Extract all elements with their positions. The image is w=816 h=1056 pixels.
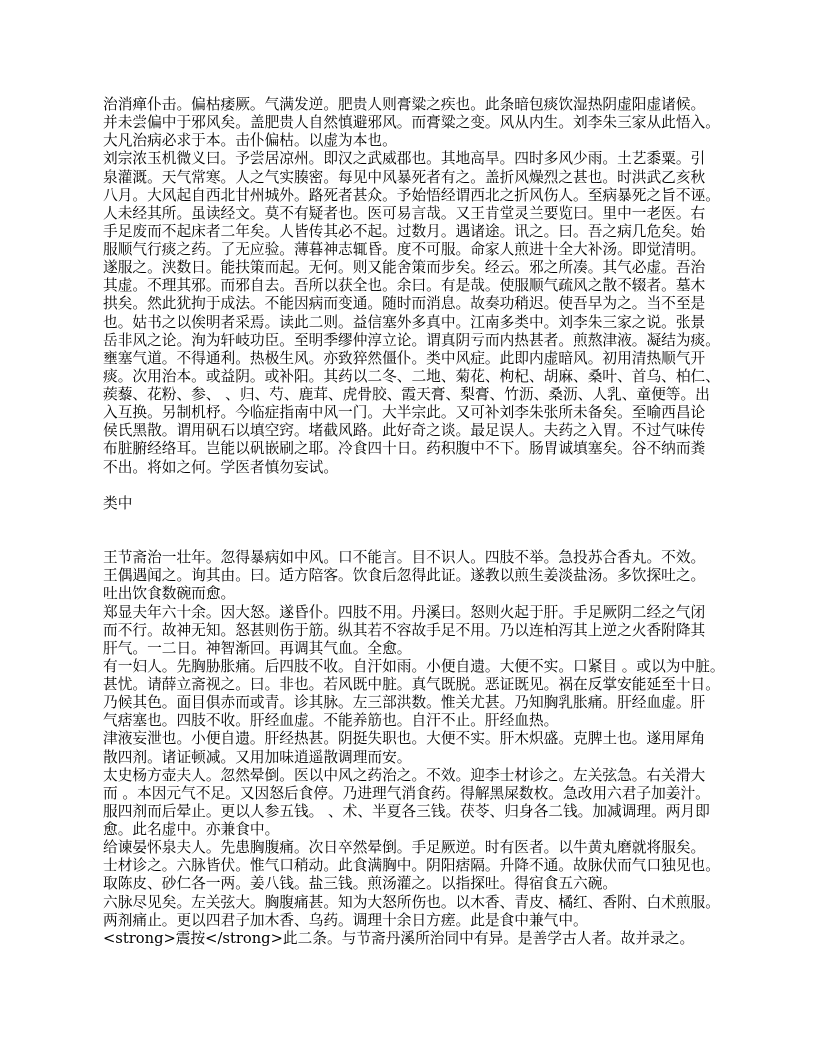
text-line: 吐出饮食数碗而愈。: [103, 585, 236, 603]
text-line: 其虚。不理其邪。而邪自去。吾所以获全也。余曰。有是哉。使服顺气疏风之散不辍者。墓木: [103, 277, 706, 295]
text-line: <strong>震按</strong>此二条。与节斋丹溪所治同中有异。是善学古人者。故并录之。: [103, 929, 695, 947]
text-line: 愈。此名虚中。亦兼食中。: [103, 821, 280, 838]
text-line: 王偶遇闻之。询其由。曰。适方陪客。饮食后忽得此证。遂教以煎生姜淡盐汤。多饮探吐之。: [103, 567, 706, 585]
text-line: 津液妄泄也。小便自遗。肝经热甚。阴挺失职也。大便不实。肝木炽盛。克脾土也。遂用犀角: [103, 730, 706, 748]
text-line: 气痞塞也。四肢不收。肝经血虚。不能养筋也。自汗不止。肝经血热。: [103, 712, 559, 730]
text-line: 遂服之。浃数日。能扶策而起。无何。则又能舍策而步矣。经云。邪之所凑。其气必虚。吾治: [103, 259, 706, 277]
text-line: 八月。大风起自西北甘州城外。路死者甚众。予始悟经谓西北之折风伤人。至病暴死之旨不诬。: [103, 186, 720, 204]
text-line: 壅塞气道。不得通利。热极生风。亦致猝然僵仆。类中风症。此即内虚暗风。初用清热顺气开: [103, 349, 706, 367]
text-line: 取陈皮、砂仁各一两。姜八钱。盐三钱。煎汤灌之。以指探吐。得宿食五六碗。: [103, 875, 618, 893]
paragraph-true-stroke-commentary: [103, 96, 721, 477]
section-heading: 类中: [103, 494, 133, 512]
text-line: 拱矣。然此犹拘于成法。不能因病而变通。随时而消息。故奏功稍迟。使吾早为之。当不至是: [103, 295, 706, 313]
text-line: 而不行。故神无知。怒甚则伤于筋。纵其若不容故手足不用。乃以连柏泻其上逆之火香附降其: [103, 621, 706, 639]
text-line: 并未尝偏中于邪风矣。盖肥贵人自然慎避邪风。而膏粱之变。风从内生。刘李朱三家从此悟入。: [103, 114, 720, 132]
text-line: 大凡治病必求于本。击仆偏枯。以虚为本也。: [103, 132, 397, 150]
text-line: 而 。本因元气不足。又因怒后食停。乃进理气消食药。得解黑屎数枚。急改用六君子加姜汁。: [103, 784, 710, 802]
text-line: 侯氏黑散。谓用矾石以填空窍。堵截风路。此好奇之谈。最足误人。夫药之入胃。不过气味传: [103, 422, 706, 440]
text-line: 手足废而不起床者二年矣。人皆传其必不起。过数月。遇诸途。讯之。曰。吾之病几危矣。始: [103, 222, 706, 240]
text-line: 岳非风之论。洵为轩岐功臣。至明季缪仲淳立论。谓真阴亏而内热甚者。煎熬津液。凝结为痰。: [103, 331, 720, 349]
text-line: 给谏晏怀泉夫人。先患胸腹痛。次日卒然晕倒。手足厥逆。时有医者。以牛黄丸磨就将服矣。: [103, 839, 706, 857]
document-content: [103, 96, 725, 948]
text-line: 治消瘅仆击。偏枯痿厥。气满发逆。肥贵人则膏粱之疾也。此条暗包痰饮湿热阴虚阳虚诸候。: [103, 96, 706, 113]
text-line: 士材诊之。六脉皆伏。惟气口稍动。此食满胸中。阴阳痞隔。升降不通。故脉伏而气口独见也。: [103, 857, 720, 875]
text-line: 郑显夫年六十余。因大怒。遂昏仆。四肢不用。丹溪曰。怒则火起于肝。手足厥阴二经之气闭: [103, 603, 706, 621]
text-line: 布脏腑经络耳。岂能以矾嵌刷之耶。冷食四十日。药积腹中不下。肠胃诚填塞矣。谷不纳而粪: [103, 440, 706, 458]
text-line: 入互换。另制机杼。今临症指南中风一门。大半宗此。又可补刘李朱张所未备矣。至喻西昌论: [103, 404, 706, 422]
text-line: 乃候其色。面目俱赤而或青。诊其脉。左三部洪数。惟关尤甚。乃知胸乳胀痛。肝经血虚。肝: [103, 694, 706, 712]
paragraph-lei-zhong-cases: [103, 549, 725, 948]
text-line: 不出。将如之何。学医者慎勿妄试。: [103, 458, 339, 476]
text-line: 两剂痛止。更以四君子加木香、乌药。调理十余日方瘥。此是食中兼气中。: [103, 911, 588, 929]
text-line: 痰。次用治本。或益阴。或补阳。其药以二冬、二地、菊花、枸杞、胡麻、桑叶、首乌、柏仁、: [103, 367, 720, 385]
text-line: 服四剂而后晕止。更以人参五钱。 、术、半夏各三钱。茯苓、归身各二钱。加减调理。两月即: [103, 802, 710, 820]
text-line: 肝气。一二日。神智渐回。再调其气血。全愈。: [103, 639, 412, 657]
text-line: 人未经其所。虽读经文。莫不有疑者也。医可易言哉。又王肯堂灵兰要览曰。里中一老医。右: [103, 204, 706, 222]
text-line: 也。姑书之以俟明者采焉。读此二则。益信塞外多真中。江南多类中。刘李朱三家之说。张景: [103, 313, 706, 331]
text-line: 服顺气行痰之药。了无应验。薄暮神志辄昏。度不可服。命家人煎进十全大补汤。即觉清明。: [103, 241, 706, 258]
text-line: 散四剂。诸证顿减。又用加味逍遥散调理而安。: [103, 748, 412, 766]
text-line: 刘宗浓玉机微义曰。予尝居凉州。即汉之武威郡也。其地高旱。四时多风少雨。土艺黍粟。引: [103, 150, 706, 168]
text-line: 王节斋治一壮年。忽得暴病如中风。口不能言。目不识人。四肢不举。急投苏合香丸。不效。: [103, 549, 706, 567]
text-line: 泉灌溉。天气常寒。人之气实腠密。每见中风暴死者有之。盖折风燥烈之甚也。时洪武乙亥秋: [103, 168, 706, 186]
text-line: 蒺藜、花粉、参、 、归、芍、鹿茸、虎骨胶、霞天膏、梨膏、竹沥、桑沥、人乳、童便等。出: [103, 386, 710, 403]
text-line: 甚忧。请薛立斋视之。曰。非也。若风既中脏。真气既脱。恶证既见。祸在反掌安能延至十日。: [103, 676, 720, 693]
text-line: 六脉尽见矣。左关弦大。胸腹痛甚。知为大怒所伤也。以木香、青皮、橘红、香附、白术煎服。: [103, 893, 720, 911]
text-line: 太史杨方壶夫人。忽然晕倒。医以中风之药治之。不效。迎李士材诊之。左关弦急。右关滑大: [103, 766, 706, 784]
text-line: 有一妇人。先胸胁胀痛。后四肢不收。自汗如雨。小便自遗。大便不实。口紧目 。或以为中脏。: [103, 657, 725, 675]
